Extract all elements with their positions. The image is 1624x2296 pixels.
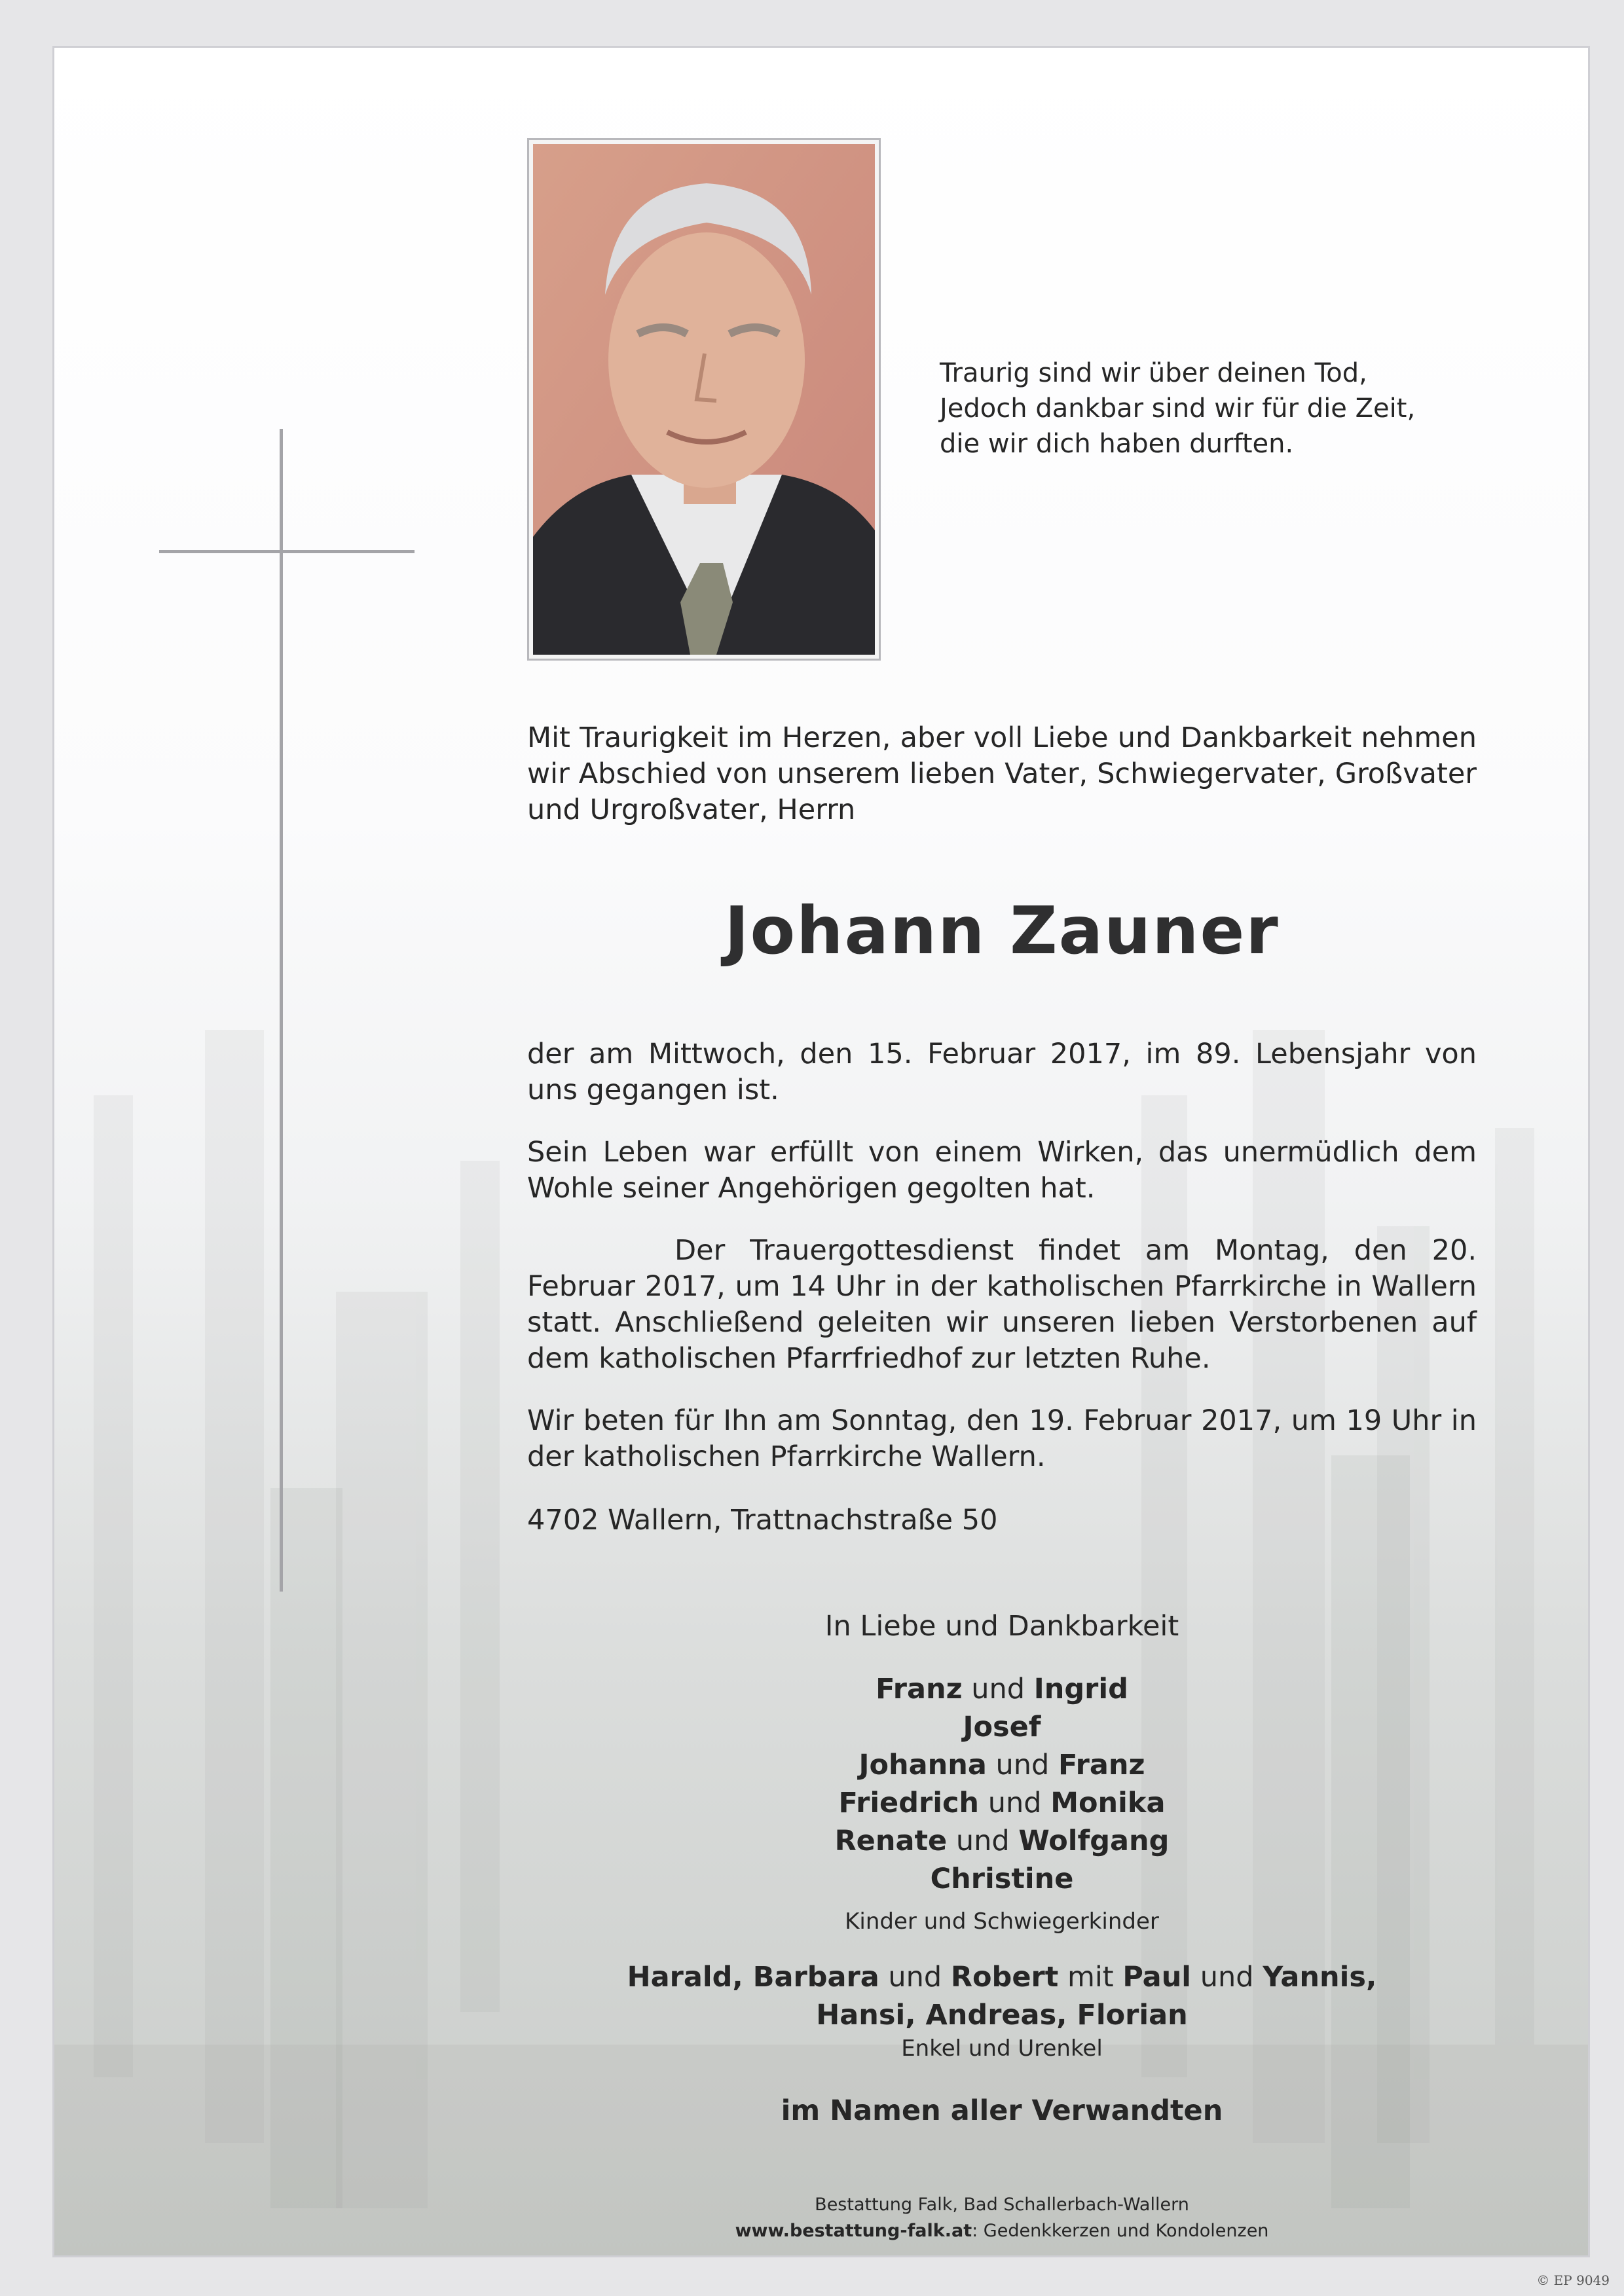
memorial-poem	[940, 355, 1477, 462]
intro-paragraph: Mit Traurigkeit im Herzen, aber voll Liebe und Dankbarkeit nehmen wir Abschied von unserem lieben Vater, Schwiegervater, Großvater und Urgroßvater, Herrn	[527, 721, 1477, 826]
love-line: In Liebe und Dankbarkeit	[824, 1610, 1179, 1643]
family-line: Hansi, Andreas, Florian	[816, 1999, 1188, 2032]
cross-horizontal-bar	[159, 550, 415, 553]
poem-line-2: Jedoch dankbar sind wir für die Zeit,	[940, 393, 1416, 424]
life-paragraph: Sein Leben war erfüllt von einem Wirken, das unermüdlich dem Wohle seiner Angehörigen gegolten hat.	[527, 1136, 1477, 1205]
footer-line-2: www.bestattung-falk.at: Gedenkkerzen und Kondolenzen	[735, 2221, 1269, 2241]
family-line: Franz und Ingrid	[876, 1673, 1128, 1705]
portrait-image	[533, 144, 875, 655]
address: 4702 Wallern, Trattnachstraße 50	[527, 1504, 998, 1537]
grandchildren-caption: Enkel und Urenkel	[901, 2035, 1103, 2062]
family-line: Josef	[963, 1711, 1041, 1743]
prayer-paragraph: Wir beten für Ihn am Sonntag, den 19. Februar 2017, um 19 Uhr in der katholischen Pfarrkirche Wallern.	[527, 1404, 1477, 1473]
form-code: © EP 9049	[1536, 2272, 1610, 2288]
deceased-name: Johann Zauner	[724, 892, 1280, 969]
service-paragraph: Der Trauergottesdienst findet am Montag, den 20. Februar 2017, um 14 Uhr in der katholischen Pfarrkirche in Wallern statt. Anschließend geleiten wir unseren lieben Verstorbenen auf dem katholischen Pfarrfriedhof zur letzten Ruhe.	[527, 1234, 1477, 1375]
family-line: Johanna und Franz	[858, 1749, 1145, 1781]
children-list	[527, 1670, 1477, 1898]
portrait-photo	[527, 138, 881, 661]
children-caption: Kinder und Schwiegerkinder	[845, 1908, 1159, 1935]
family-line: Harald, Barbara und Robert mit Paul und Yannis,	[627, 1961, 1377, 1994]
footer-website-link[interactable]: www.bestattung-falk.at	[735, 2221, 972, 2241]
family-line: Renate und Wolfgang	[834, 1825, 1170, 1857]
cross-vertical-bar	[280, 429, 283, 1592]
family-line: Christine	[930, 1863, 1074, 1895]
footer-line-1: Bestattung Falk, Bad Schallerbach-Wallern	[815, 2195, 1189, 2215]
funeral-home-footer	[527, 2192, 1477, 2244]
death-notice-paragraph: der am Mittwoch, den 15. Februar 2017, im 89. Lebensjahr von uns gegangen ist.	[527, 1038, 1477, 1106]
poem-line-3: die wir dich haben durften.	[940, 429, 1294, 459]
family-line: Friedrich und Monika	[838, 1787, 1166, 1819]
grandchildren-list	[527, 1958, 1477, 2034]
obituary-sheet	[52, 46, 1590, 2257]
closing-line: im Namen aller Verwandten	[781, 2094, 1223, 2127]
poem-line-1: Traurig sind wir über deinen Tod,	[940, 358, 1367, 388]
